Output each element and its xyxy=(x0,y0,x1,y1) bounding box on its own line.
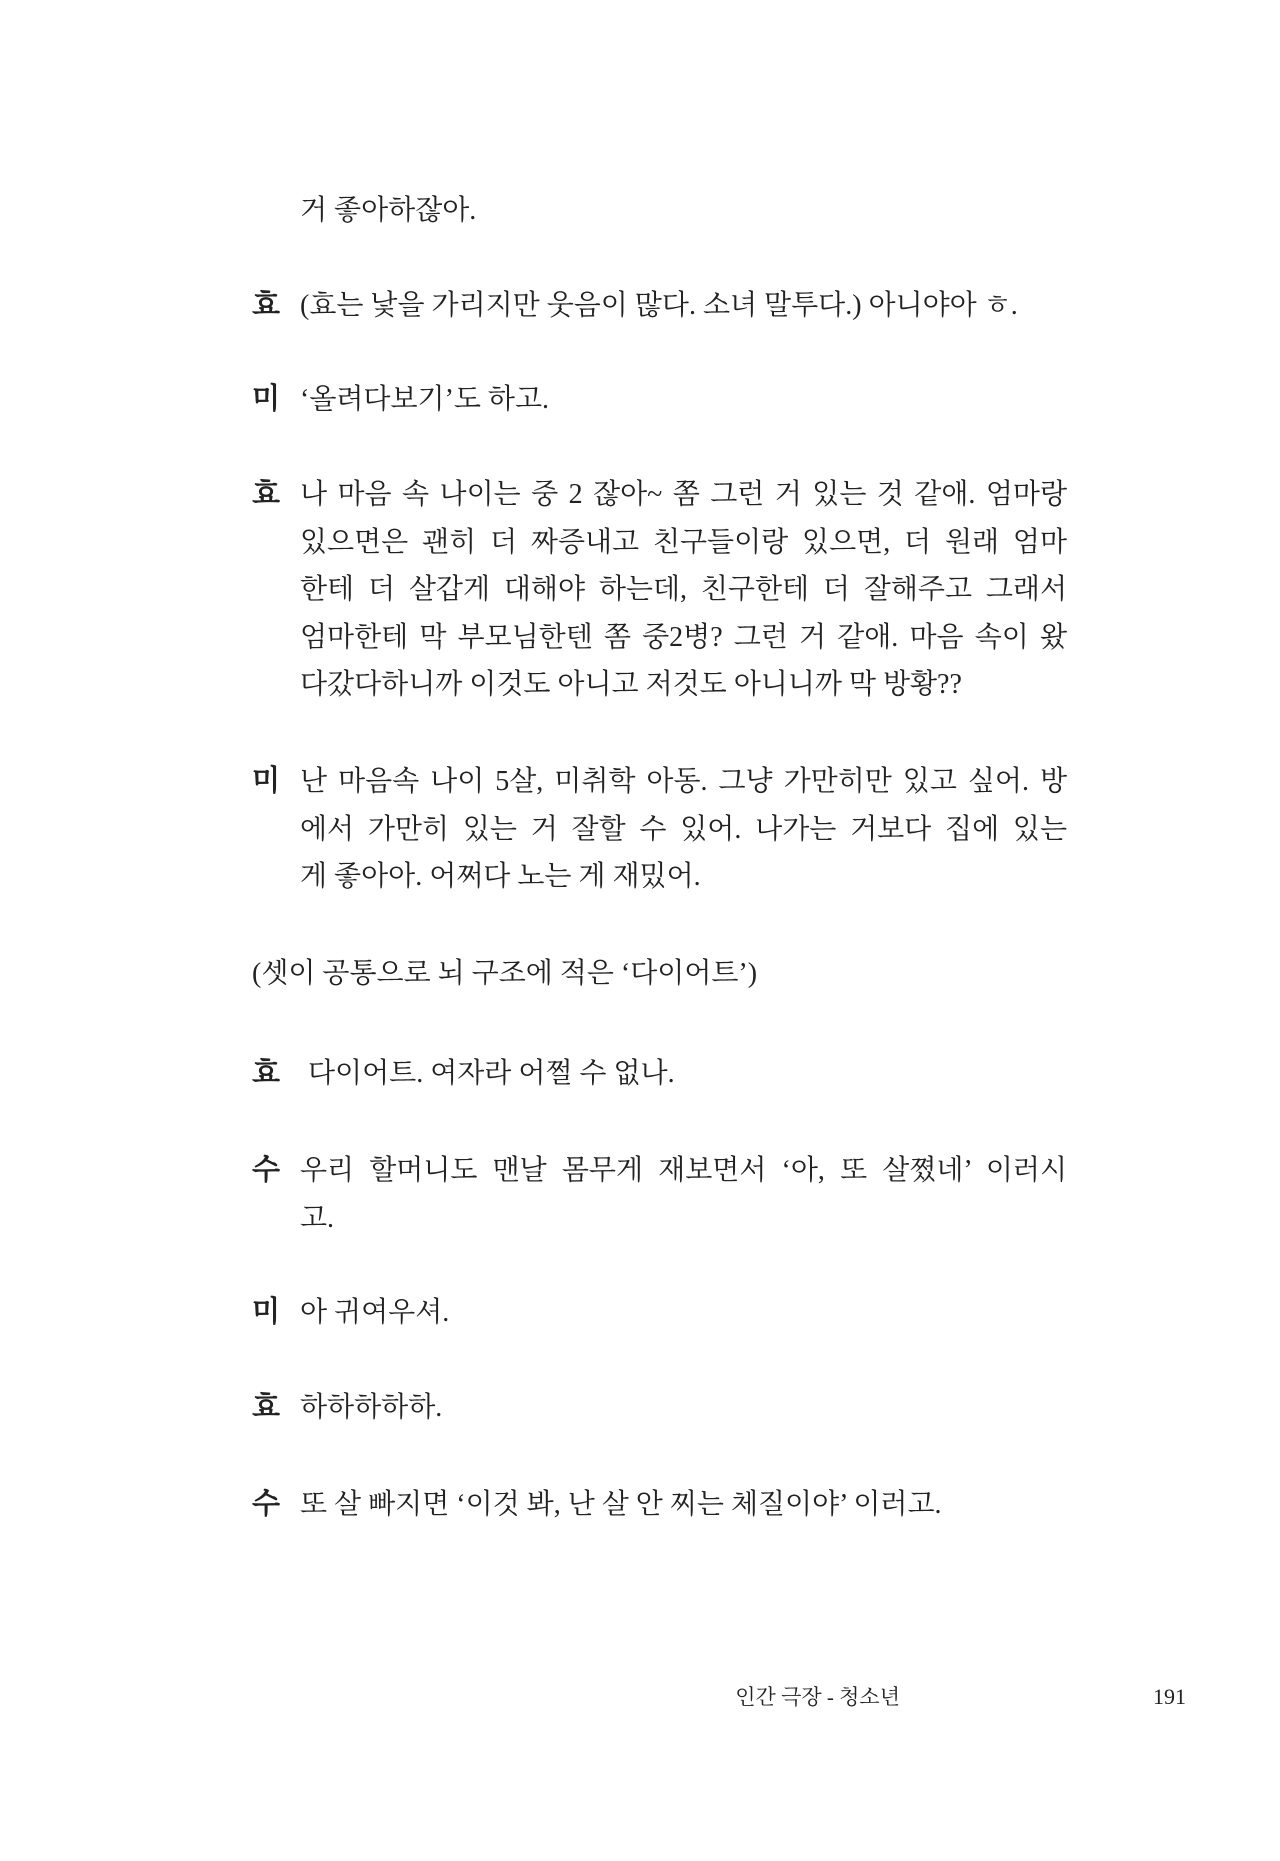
speaker-label: 미 xyxy=(252,1296,281,1328)
text-line: 엄마한테 막 부모님한텐 쫌 중2병? 그런 거 같애. 마음 속이 왔 xyxy=(300,621,1067,653)
text-line: 고. xyxy=(300,1202,335,1234)
text-line: 하하하하하. xyxy=(300,1392,443,1423)
text-line: 에서 가만히 있는 거 잘할 수 있어. 나가는 거보다 집에 있는 xyxy=(300,813,1067,845)
text-line: 거 좋아하잖아. xyxy=(300,195,477,226)
speaker-label: 효 xyxy=(252,1057,281,1089)
speaker-label: 수 xyxy=(252,1488,281,1520)
text-line: 다이어트. 여자라 어쩔 수 없나. xyxy=(308,1058,675,1089)
text-line: (효는 낯을 가리지만 웃음이 많다. 소녀 말투다.) 아니야아 ㅎ. xyxy=(300,290,1018,321)
speaker-label: 미 xyxy=(252,765,281,797)
text-line: 게 좋아아. 어쩌다 노는 게 재밌어. xyxy=(300,861,701,892)
text-line: 다갔다하니까 이것도 아니고 저것도 아니니까 막 방황?? xyxy=(300,669,962,700)
text-line: (셋이 공통으로 뇌 구조에 적은 ‘다이어트’) xyxy=(252,958,758,989)
text-line: 나 마음 속 나이는 중 2 잖아~ 쫌 그런 거 있는 것 같애. 엄마랑 xyxy=(300,479,1067,510)
text-line: ‘올려다보기’도 하고. xyxy=(300,384,550,415)
speaker-label: 효 xyxy=(252,289,281,321)
text-line: 아 귀여우셔. xyxy=(300,1297,450,1328)
text-line: 한테 더 살갑게 대해야 하는데, 친구한테 더 잘해주고 그래서 xyxy=(300,574,1067,605)
speaker-label: 수 xyxy=(252,1154,281,1186)
text-line: 있으면은 괜히 더 짜증내고 친구들이랑 있으면, 더 원래 엄마 xyxy=(300,526,1067,558)
speaker-label: 효 xyxy=(252,1391,281,1423)
speaker-label: 미 xyxy=(252,383,281,415)
running-footer-title: 인간 극장 - 청소년 xyxy=(735,1685,900,1709)
text-line: 난 마음속 나이 5살, 미취학 아동. 그냥 가만히만 있고 싶어. 방 xyxy=(300,766,1067,797)
page-number: 191 xyxy=(1153,1684,1186,1709)
text-line: 우리 할머니도 맨날 몸무게 재보면서 ‘아, 또 살쪘네’ 이러시 xyxy=(300,1155,1067,1186)
text-line: 또 살 빠지면 ‘이것 봐, 난 살 안 찌는 체질이야’ 이러고. xyxy=(300,1489,942,1520)
speaker-label: 효 xyxy=(252,478,281,510)
